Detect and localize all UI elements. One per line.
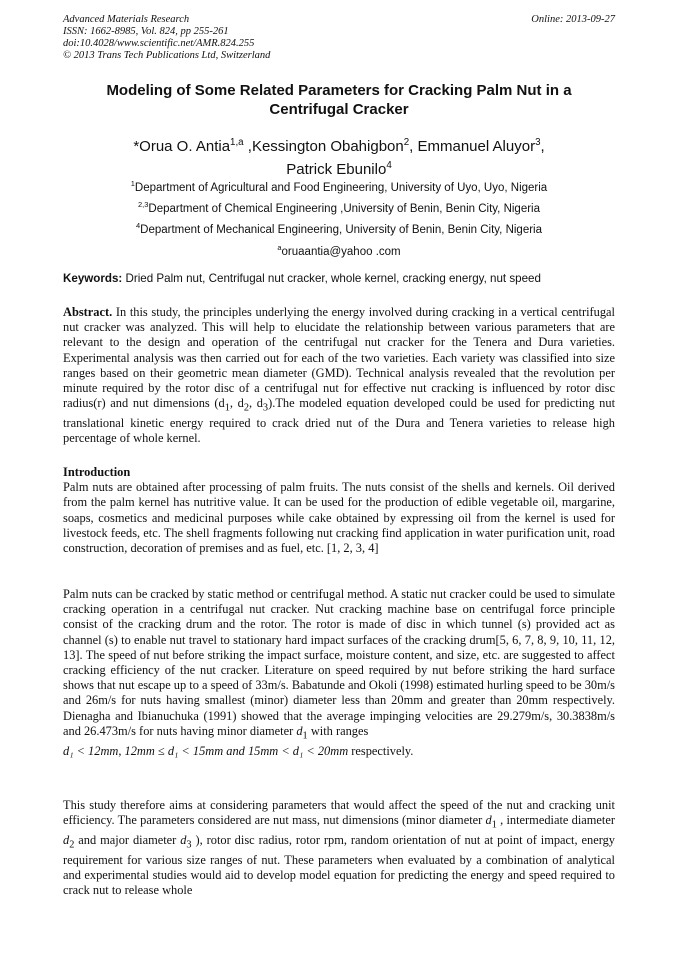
- author-1: *Orua O. Antia: [133, 138, 231, 155]
- p3-d1-sub: 1: [491, 819, 497, 831]
- keywords-text: Dried Palm nut, Centrifugal nut cracker, whole kernel, cracking energy, nut speed: [122, 272, 541, 285]
- author-4: Patrick Ebunilo: [286, 161, 387, 178]
- p3-text-a: This study therefore aims at considering parameters that would affect the speed of the nut and cracking unit efficiency. The parameters considered are nut mass, nut dimensions (minor diameter: [63, 798, 615, 828]
- p2-with-ranges: with ranges: [310, 723, 369, 738]
- p3-text-c: and major diameter: [74, 832, 181, 847]
- aff2-sup: 2,3: [138, 200, 149, 209]
- intro-paragraph-1: Palm nuts are obtained after processing of palm fruits. The nuts consist of the shells and kernels. Oil derived from the palm kernel has nutritive value. It can be used for the production of edible vegetable oil, margarine, soaps, cosmetics and medicinal purposes while cake obtained by expressing oil from the kernel is used for livestock feeds, etc. The shell fragments following nut cracking find application in water purification unit, road construction, decoration of premises and as fuel, etc. [1, 2, 3, 4]: [63, 480, 615, 556]
- p3-d3-sub: 3: [186, 839, 192, 851]
- abstract: [63, 305, 615, 446]
- affiliation-3: [40, 221, 638, 236]
- intro-paragraph-2: [63, 587, 615, 759]
- email-sup: a: [277, 243, 282, 252]
- abstract-label: Abstract.: [63, 305, 113, 319]
- email-text[interactable]: oruaantia@yahoo .com: [281, 245, 401, 258]
- aff1-text: Department of Agricultural and Food Engineering, University of Uyo, Uyo, Nigeria: [134, 181, 548, 194]
- issn: ISSN: 1662-8985, Vol. 824, pp 255-261: [63, 26, 229, 37]
- affiliation-1: [40, 179, 638, 194]
- keywords-label: Keywords:: [63, 272, 123, 285]
- online-date: Online: 2013-09-27: [531, 14, 615, 25]
- abs-sub-2: 2: [243, 402, 249, 414]
- abs-text-5: , d: [248, 396, 263, 411]
- p3-d2-sub: 2: [69, 839, 75, 851]
- abs-text-7: ).The modeled equation developed could be used for predicting nut translational kinetic energy required to crack dried nut of the Dura and Tenera varieties to release high percentage of whole kernel.: [63, 396, 616, 446]
- doi[interactable]: doi:10.4028/www.scientific.net/AMR.824.255: [63, 38, 255, 49]
- p3-text-d: ), rotor disc radius, rotor rpm, random orientation of nut at point of impact, energy requirement for various size ranges of nut. These parameters when evaluated by a combination of analytical and experimental studies would aid to develop model equation for predicting the energy and speed required to crack nut to release whole: [63, 832, 615, 897]
- p3-d1: d: [485, 813, 492, 828]
- aff2-text: Department of Chemical Engineering ,University of Benin, Benin City, Nigeria: [148, 202, 540, 215]
- abs-sub-1: 1: [224, 402, 230, 414]
- p2-d1: d: [296, 723, 303, 738]
- abstract-text: In this study, the principles underlying the energy involved during cracking in a vertical centrifugal nut cracker was analyzed. This will help to elucidate the relationship between various parameters that are relevant to the design and operation of the centrifugal nut cracker for the Tenera and Dura varieties. Experimental analysis was then carried out for each of the two varieties. Each variety was classified into size ranges based on their geometric mean diameter (GMD). Technical analysis revealed that the revolution per minute required by the rotor disc of a centrifugal nut for effective nut cracking is influenced by rotor disc radius(r) and nut dimensions (d: [63, 305, 615, 411]
- keywords: [63, 272, 615, 285]
- p2-text: Palm nuts can be cracked by static method or centrifugal method. A static nut cracker could be used to simulate cracking operation in a centrifugal nut cracker. Nut cracking machine base on centrifugal force principle consist of the cracking drum and the rotor. The rotor is made of disc in which tunnel (s) provided act as channel (s) to enable nut travel to stationary hard impact surfaces of the cracking drum[5, 6, 7, 8, 9, 10, 11, 12, 13]. The speed of nut before striking the impact surface, moisture content, and size, etc. are suggested to affect cracking efficiency of the nut cracker. Literature on speed required by nut before striking the hard surface shows that nut escape up to a speed of 33m/s. Babatunde and Okoli (1998) estimated hurling speed to be 30m/s and 26m/s for nuts having smallest (minor) diameter less than 20mm and greater than 20mm respectively. Dienagha and Ibianuchuka (1991) showed that the average impinging velocities are 29.279m/s, 30.3838m/s and 26.473m/s for nuts having minor diameter: [63, 587, 615, 738]
- author-3: , Emmanuel Aluyor: [409, 138, 536, 155]
- aff1-sup: 1: [130, 179, 135, 188]
- email: [40, 243, 638, 258]
- author-4-sup: 4: [386, 160, 392, 171]
- intro-section: [63, 465, 615, 556]
- affiliation-2: [40, 200, 638, 215]
- abs-sub-3: 3: [262, 402, 269, 414]
- author-1-sup: 1,a: [230, 137, 244, 148]
- journal-name: Advanced Materials Research: [63, 14, 190, 25]
- aff3-sup: 4: [136, 221, 141, 230]
- aff3-text: Department of Mechanical Engineering, University of Benin, Benin City, Nigeria: [140, 223, 542, 236]
- p3-d3: d: [180, 832, 187, 847]
- paper-title: Modeling of Some Related Parameters for Cracking Palm Nut in a Centrifugal Cracker: [106, 82, 572, 118]
- author-2: ,Kessington Obahigbon: [243, 138, 404, 155]
- author-list: *Orua O. Antia$^{1,a}$ ,Kessington Obahigbon$^2$, Emmanuel Aluyor$^3$, Patrick Ebunilo$^4$: [133, 137, 545, 178]
- author-2-sup: 2: [403, 137, 410, 148]
- intro-paragraph-3: [63, 798, 615, 898]
- p3-d2: d: [63, 832, 70, 847]
- author-3-sup: 3: [535, 137, 541, 148]
- abs-text-3: , d: [229, 396, 244, 411]
- copyright: © 2013 Trans Tech Publications Ltd, Switzerland: [63, 50, 271, 61]
- p2-respectively: respectively.: [348, 743, 414, 758]
- p2-d1-sub: 1: [302, 730, 308, 742]
- p2-math-ranges: d₁ < 12mm, 12mm ≤ d₁ < 15mm and 15mm < d₁ < 20mm: [63, 743, 349, 758]
- page-header: [63, 14, 615, 62]
- intro-heading: Introduction: [63, 465, 131, 479]
- p3-text-b: , intermediate diameter: [496, 813, 615, 828]
